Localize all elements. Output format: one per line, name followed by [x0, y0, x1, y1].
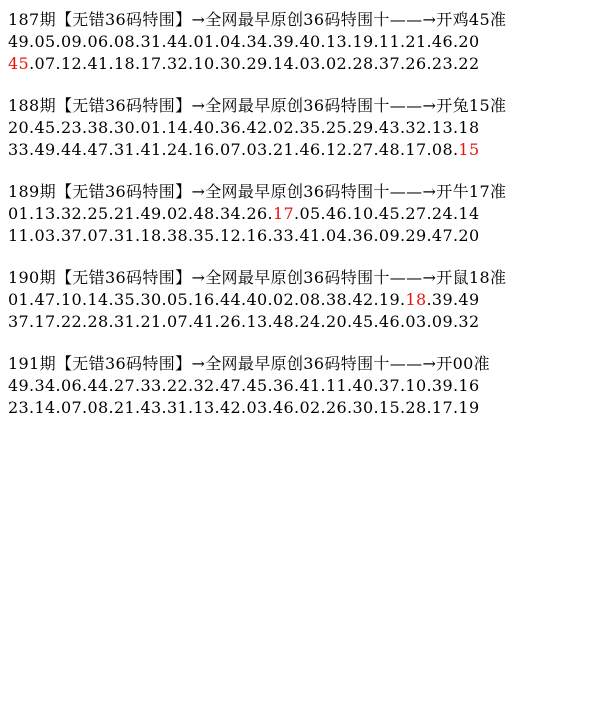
- period-title: 191期【无错36码特围】→全网最早原创36码特围十——→开00准: [8, 354, 490, 373]
- period-block-191: [8, 353, 588, 419]
- period-block-187: [8, 9, 588, 75]
- number-row: [8, 117, 588, 139]
- number-row: [8, 397, 588, 419]
- number-row: [8, 139, 588, 161]
- numbers-text: 33.49.44.47.31.41.24.16.07.03.21.46.12.27.48.17.08.: [8, 140, 459, 159]
- period-block-189: [8, 181, 588, 247]
- numbers-text: 23.14.07.08.21.43.31.13.42.03.46.02.26.30.15.28.17.19: [8, 398, 480, 417]
- numbers-text: 37.17.22.28.31.21.07.41.26.13.48.24.20.45.46.03.09.32: [8, 312, 480, 331]
- numbers-text: 01.13.32.25.21.49.02.48.34.26.: [8, 204, 273, 223]
- number-row: [8, 31, 588, 53]
- numbers-text: .05.46.10.45.27.24.14: [294, 204, 480, 223]
- numbers-text: 11.03.37.07.31.18.38.35.12.16.33.41.04.36.09.29.47.20: [8, 226, 480, 245]
- numbers-text: 49.05.09.06.08.31.44.01.04.34.39.40.13.19.11.21.46.20: [8, 32, 480, 51]
- winning-number: 45: [8, 54, 30, 73]
- numbers-text: .39.49: [426, 290, 480, 309]
- prediction-list: [8, 9, 588, 439]
- period-block-188: [8, 95, 588, 161]
- number-row: [8, 311, 588, 333]
- period-block-190: [8, 267, 588, 333]
- period-title: 188期【无错36码特围】→全网最早原创36码特围十——→开兔15准: [8, 96, 507, 115]
- winning-number: 17: [272, 204, 295, 223]
- numbers-text: 01.47.10.14.35.30.05.16.44.40.02.08.38.42.19.: [8, 290, 406, 309]
- number-row: [8, 289, 588, 311]
- numbers-text: .07.12.41.18.17.32.10.30.29.14.03.02.28.37.26.23.22: [29, 54, 480, 73]
- number-row: [8, 225, 588, 247]
- numbers-text: 49.34.06.44.27.33.22.32.47.45.36.41.11.40.37.10.39.16: [8, 376, 480, 395]
- number-row: [8, 53, 588, 75]
- number-row: [8, 375, 588, 397]
- period-title: 189期【无错36码特围】→全网最早原创36码特围十——→开牛17准: [8, 182, 507, 201]
- winning-number: 18: [405, 290, 427, 309]
- period-title: 187期【无错36码特围】→全网最早原创36码特围十——→开鸡45准: [8, 10, 507, 29]
- number-row: [8, 203, 588, 225]
- period-title: 190期【无错36码特围】→全网最早原创36码特围十——→开鼠18准: [8, 268, 507, 287]
- winning-number: 15: [458, 140, 480, 159]
- numbers-text: 20.45.23.38.30.01.14.40.36.42.02.35.25.29.43.32.13.18: [8, 118, 480, 137]
